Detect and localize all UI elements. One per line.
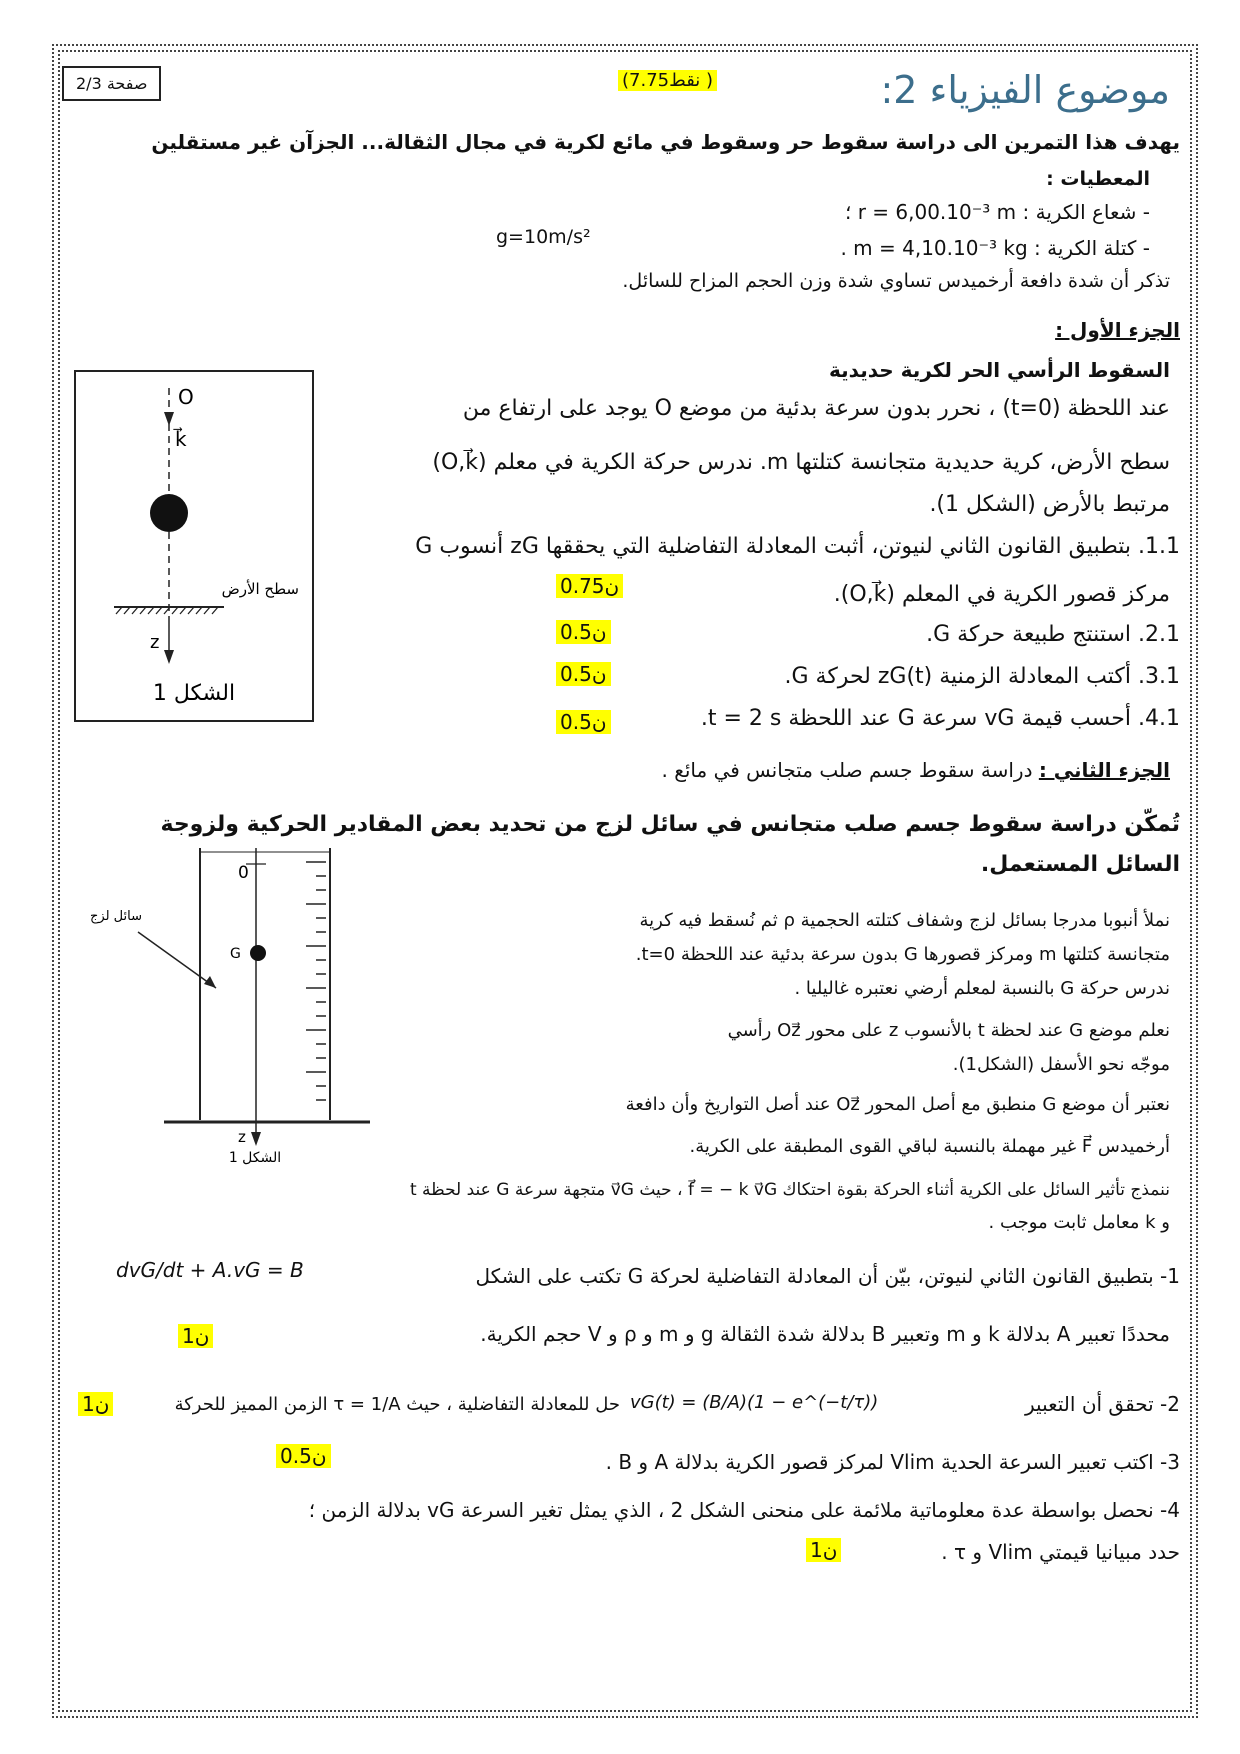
part1-q1-points: 0.75ن: [556, 574, 623, 598]
part2-q2-line1: 2- تحقق أن التعبير: [1025, 1392, 1180, 1416]
part2-intro-1: تُمكّن دراسة سقوط جسم صلب متجانس في سائل لزج من تحديد بعض المقادير الحركية ولزوجة: [160, 812, 1180, 837]
part2-q4-line2: حدد مبيانيا قيمتي Vlim و τ .: [941, 1540, 1180, 1564]
part2-intro-2: السائل المستعمل.: [980, 852, 1180, 877]
page-title: موضوع الفيزياء 2:: [880, 68, 1170, 112]
part2-text-8: ننمذج تأثير السائل على الكرية أثناء الحركة بقوة احتكاك f⃗ = − k v⃗G ، حيث v⃗G متجهة سرعة G عند لحظة t: [409, 1180, 1170, 1200]
part2-text-2: متجانسة كتلتها m ومركز قصورها G بدون سرعة بدئية عند اللحظة t=0.: [635, 944, 1170, 965]
data-mass: - كتلة الكرية : m = 4,10.10⁻³ kg .: [840, 236, 1150, 260]
part1-q4-points: 0.5ن: [556, 710, 611, 734]
ball-g: [250, 945, 266, 961]
part2-q2-equation: vG(t) = (B/A)(1 − e^(−t/τ)): [630, 1392, 879, 1413]
data-radius: - شعاع الكرية : r = 6,00.10⁻³ m ؛: [844, 200, 1150, 224]
part2-text-9: و k معامل ثابت موجب .: [988, 1212, 1170, 1233]
viscous-fall-figure: [80, 840, 380, 1170]
ground-hatching: [116, 607, 218, 614]
part1-q2: 2.1. استنتج طبيعة حركة G.: [926, 622, 1180, 647]
part2-text-7: أرخميدس F⃗ غير مهملة بالنسبة لباقي القوى المطبقة على الكرية.: [689, 1136, 1170, 1157]
part1-heading: الجزء الأول :: [1055, 318, 1180, 342]
figure1b-caption: الشكل 1: [228, 1150, 282, 1166]
page-number: صفحة 2/3: [62, 66, 161, 101]
figure1-caption: الشكل 1: [152, 681, 236, 706]
part2-q1-equation: dvG/dt + A.vG = B: [116, 1258, 304, 1282]
part2-q4-points: 1ن: [806, 1538, 841, 1562]
part2-text-1: نملأ أنبوبا مدرجا بسائل لزج وشفاف كتلته الحجمية ρ ثم نُسقط فيه كرية: [639, 910, 1170, 931]
unit-vector-label: k⃗: [175, 427, 187, 451]
part1-q4: 4.1. أحسب قيمة vG سرعة G عند اللحظة t = 2 s.: [700, 706, 1180, 731]
part1-q1-line2: مركز قصور الكرية في المعلم (O,k⃗).: [833, 582, 1170, 607]
part1-para-2: سطح الأرض، كرية حديدية متجانسة كتلتها m. ندرس حركة الكرية في معلم (O,k⃗): [432, 450, 1170, 475]
data-heading: المعطيات :: [1046, 168, 1150, 190]
data-gravity: g=10m/s²: [496, 226, 591, 248]
data-archimedes: تذكر أن شدة دافعة أرخميدس تساوي شدة وزن الحجم المزاح للسائل.: [622, 270, 1170, 292]
part2-q4-line1: 4- نحصل بواسطة عدة معلوماتية ملائمة على منحنى الشكل 2 ، الذي يمثل تغير السرعة vG بدلالة الزمن ؛: [308, 1498, 1180, 1522]
ground-label: سطح الأرض: [221, 580, 299, 598]
origin-label: O: [178, 385, 194, 409]
part1-q3: 3.1. أكتب المعادلة الزمنية zG(t) لحركة G.: [784, 664, 1180, 689]
part2-text-4: نعلم موضع G عند لحظة t بالأنسوب z على محور Oz⃗ رأسي: [727, 1020, 1170, 1041]
z-axis-label: z: [150, 632, 160, 653]
z-axis-label-2: z: [238, 1128, 246, 1146]
part1-para-3: مرتبط بالأرض (الشكل 1).: [929, 492, 1170, 517]
part2-q3-points: 0.5ن: [276, 1444, 331, 1468]
part2-q1-points: 1ن: [178, 1324, 213, 1348]
free-fall-figure: [74, 370, 314, 722]
part2-q1-line2: محددًا تعبير A بدلالة k و m وتعبير B بدلالة شدة الثقالة g و m و ρ و V حجم الكرية.: [480, 1322, 1170, 1346]
part2-heading-line: الجزء الثاني : دراسة سقوط جسم صلب متجانس في مائع .: [661, 758, 1170, 782]
part2-text-6: نعتبر أن موضع G منطبق مع أصل المحور Oz⃗ عند أصل التواريخ وأن دافعة: [625, 1094, 1170, 1115]
graduation-scale: [306, 862, 326, 1100]
part2-q2-line2: حل للمعادلة التفاضلية ، حيث τ = 1/A الزمن المميز للحركة: [174, 1394, 620, 1415]
exercise-intro: يهدف هذا التمرين الى دراسة سقوط حر وسقوط في مائع لكرية في مجال الثقالة... الجزآن غير مستقلين: [151, 130, 1180, 154]
part2-q1-line1: 1- بتطبيق القانون الثاني لنيوتن، بيّن أن المعادلة التفاضلية لحركة G تكتب على الشكل: [475, 1264, 1180, 1288]
part1-q3-points: 0.5ن: [556, 662, 611, 686]
liquid-label: سائل لزج: [90, 909, 142, 924]
part2-text-5: موجّه نحو الأسفل (الشكل1).: [952, 1054, 1170, 1075]
part1-para-1: عند اللحظة (t=0) ، نحرر بدون سرعة بدئية من موضع O يوجد على ارتفاع من: [462, 396, 1170, 421]
part2-text-3: ندرس حركة G بالنسبة لمعلم أرضي نعتبره غاليليا .: [794, 978, 1170, 999]
part1-q2-points: 0.5ن: [556, 620, 611, 644]
part2-q2-points: 1ن: [78, 1392, 113, 1416]
origin-zero-label: 0: [238, 863, 249, 883]
iron-ball: [150, 494, 188, 532]
total-points-badge: (7.75نقط ): [618, 70, 717, 91]
part1-subheading: السقوط الرأسي الحر لكرية حديدية: [829, 358, 1170, 382]
g-label: G: [230, 946, 241, 962]
part1-q1-line1: 1.1. بتطبيق القانون الثاني لنيوتن، أثبت المعادلة التفاضلية التي يحققها zG أنسوب G: [415, 534, 1180, 559]
part2-q3: 3- اكتب تعبير السرعة الحدية Vlim لمركز قصور الكرية بدلالة A و B .: [605, 1450, 1180, 1474]
